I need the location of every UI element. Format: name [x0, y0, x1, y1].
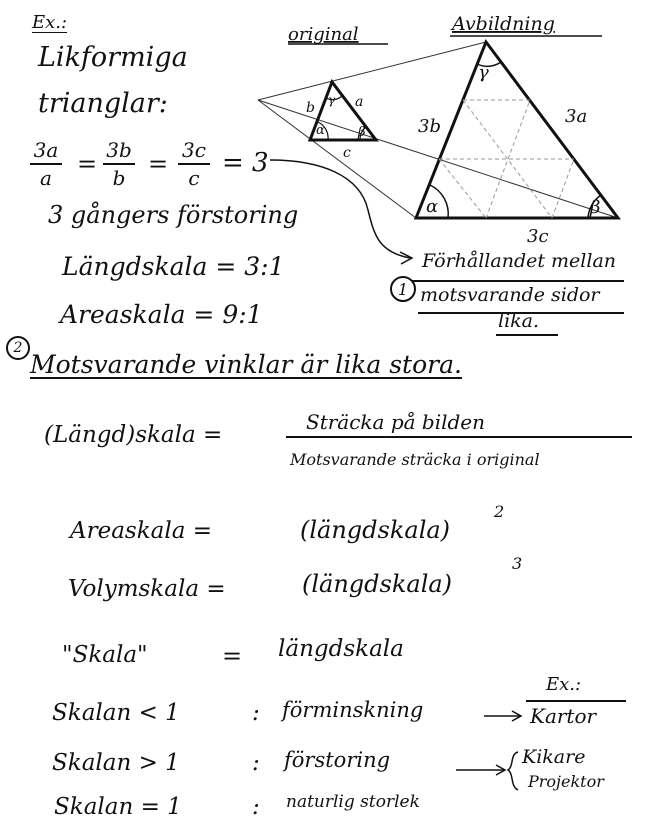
note-1-line-3: lika.	[498, 310, 540, 332]
small-side-b: b	[306, 100, 315, 116]
large-angle-alpha: α	[426, 196, 439, 217]
skala-label: "Skala"	[62, 642, 148, 668]
projector-example: Projektor	[528, 772, 604, 791]
case-less-than-1-colon: :	[252, 700, 260, 726]
case-less-than-1-left: Skalan < 1	[52, 700, 180, 726]
equals-sign: =	[148, 150, 169, 178]
case-equal-1-colon: :	[252, 794, 260, 820]
case-equal-1-right: naturlig storlek	[286, 792, 420, 812]
case-less-than-1-right: förminskning	[282, 698, 424, 722]
small-angle-alpha: α	[316, 123, 325, 138]
fraction-denominator: c	[188, 166, 200, 190]
length-scale-label: (Längd)skala =	[44, 422, 223, 448]
length-scale-text: Längdskala = 3:1	[62, 252, 285, 281]
devices-brace	[508, 752, 518, 790]
case-greater-than-1-colon: :	[252, 750, 260, 776]
area-scale-value: (längdskala)	[300, 516, 451, 544]
length-scale-numerator: Sträcka på bilden	[306, 410, 486, 434]
area-scale-text: Areaskala = 9:1	[60, 300, 263, 329]
area-scale-label: Areaskala =	[70, 518, 213, 544]
small-angle-gamma: γ	[328, 93, 336, 107]
large-side-3b: 3b	[418, 116, 441, 137]
case-greater-than-1-left: Skalan > 1	[52, 750, 180, 776]
maps-example-label: Ex.:	[546, 674, 582, 695]
maps-example: Kartor	[530, 704, 597, 728]
note-1-line-1: Förhållandet mellan	[422, 250, 617, 272]
intro-line-2: trianglar:	[38, 88, 168, 119]
area-scale-exponent: 2	[494, 502, 505, 521]
small-side-c: c	[343, 145, 351, 161]
binoculars-example: Kikare	[522, 746, 586, 768]
length-scale-denominator: Motsvarande sträcka i original	[290, 450, 540, 469]
example-label: Ex.:	[32, 12, 68, 33]
large-angle-gamma: γ	[478, 62, 489, 83]
large-angle-beta: β	[590, 197, 601, 218]
note-number-2: 2	[6, 336, 30, 360]
note-1-line-2: motsvarande sidor	[420, 284, 600, 306]
fraction-denominator: b	[112, 166, 126, 190]
case-greater-than-1-right: förstoring	[284, 748, 391, 772]
fraction-numerator: 3b	[106, 138, 132, 162]
original-heading: original	[288, 24, 359, 45]
small-side-a: a	[355, 94, 364, 110]
large-side-3c: 3c	[527, 226, 549, 247]
image-heading: Avbildning	[452, 13, 555, 35]
fraction-denominator: a	[40, 166, 52, 190]
intro-line-1: Likformiga	[38, 42, 188, 73]
volume-scale-value: (längdskala)	[302, 570, 453, 598]
skala-equals: =	[222, 642, 243, 670]
note-2-text: Motsvarande vinklar är lika stora.	[30, 350, 462, 379]
equals-sign: =	[77, 150, 98, 178]
volume-scale-label: Volymskala =	[68, 576, 226, 602]
ratio-result: = 3	[222, 148, 269, 178]
skala-value: längdskala	[278, 636, 404, 662]
note-number-1: 1	[390, 276, 416, 302]
small-angle-beta: β	[358, 125, 366, 140]
fraction-numerator: 3c	[182, 138, 206, 162]
volume-scale-exponent: 3	[512, 554, 523, 573]
fraction-numerator: 3a	[33, 138, 59, 162]
large-side-3a: 3a	[565, 106, 588, 127]
case-equal-1-left: Skalan = 1	[54, 794, 182, 820]
enlargement-text: 3 gångers förstoring	[48, 201, 299, 229]
